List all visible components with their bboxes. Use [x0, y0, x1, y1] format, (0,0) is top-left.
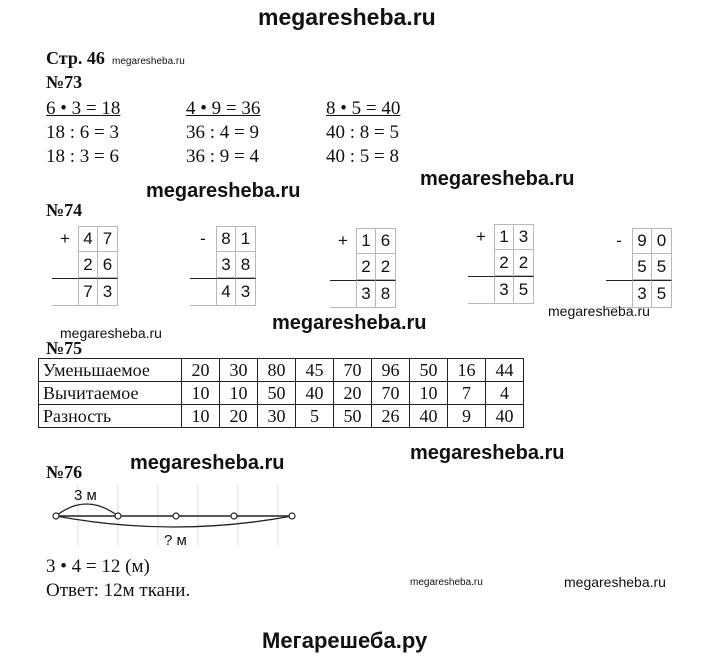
digit: 6 — [98, 252, 118, 278]
table-cell: 10 — [182, 405, 220, 428]
subtraction-table — [38, 358, 524, 428]
digit: 3 — [98, 278, 118, 306]
digit: 7 — [78, 278, 98, 306]
digit: 9 — [632, 228, 652, 254]
table-row — [39, 382, 524, 405]
table-cell: 50 — [258, 382, 296, 405]
task73-eq-2-3: 40 : 8 = 5 — [326, 122, 399, 143]
table-cell: 40 — [486, 405, 524, 428]
column-subtraction-2 — [190, 226, 256, 306]
watermark-75-left: megaresheba.ru — [60, 325, 162, 341]
table-cell: 20 — [182, 359, 220, 382]
watermark-76-left: megaresheba.ru — [130, 452, 285, 474]
table-cell: 30 — [220, 359, 258, 382]
digit: 5 — [652, 254, 672, 280]
operator: - — [200, 229, 206, 248]
watermark-inline: megaresheba.ru — [112, 56, 185, 67]
table-cell: 80 — [258, 359, 296, 382]
digit: 1 — [356, 228, 376, 254]
row-label: Уменьшаемое — [39, 359, 182, 382]
task73-eq-2-2: 36 : 4 = 9 — [186, 122, 259, 143]
digit: 8 — [236, 252, 256, 278]
table-cell: 10 — [220, 382, 258, 405]
task73-eq-1-2: 4 • 9 = 36 — [186, 98, 261, 119]
watermark-bottom-right: megaresheba.ru — [564, 574, 666, 590]
digit: 1 — [236, 226, 256, 252]
column-addition-1 — [52, 226, 118, 306]
task73-eq-3-1: 18 : 3 = 6 — [46, 146, 119, 167]
digit: 5 — [514, 276, 534, 304]
page-label: Стр. 46 — [46, 48, 105, 68]
task76-equation: 3 • 4 = 12 (м) — [46, 556, 150, 577]
total-label: ? м — [164, 532, 187, 549]
table-cell: 7 — [448, 382, 486, 405]
digit: 8 — [376, 280, 396, 308]
task75-title: №75 — [46, 338, 83, 358]
digit: 3 — [216, 252, 236, 278]
digit: 2 — [514, 250, 534, 276]
table-row — [39, 405, 524, 428]
digit: 3 — [494, 276, 514, 304]
table-cell: 40 — [296, 382, 334, 405]
digit: 4 — [78, 226, 98, 252]
watermark-74-right: megaresheba.ru — [548, 303, 650, 319]
footer-brand: Мегарешеба.ру — [262, 628, 428, 653]
table-cell: 10 — [410, 382, 448, 405]
digit: 8 — [216, 226, 236, 252]
table-cell: 70 — [334, 359, 372, 382]
operator: + — [476, 227, 486, 246]
digit: 5 — [632, 254, 652, 280]
segment-label: 3 м — [74, 487, 97, 504]
task73-title: №73 — [46, 72, 83, 92]
table-cell: 9 — [448, 405, 486, 428]
digit: 7 — [98, 226, 118, 252]
digit: 5 — [652, 280, 672, 308]
digit: 3 — [356, 280, 376, 308]
digit: 6 — [376, 228, 396, 254]
digit: 0 — [652, 228, 672, 254]
row-label: Разность — [39, 405, 182, 428]
table-cell: 4 — [486, 382, 524, 405]
table-cell: 20 — [220, 405, 258, 428]
watermark-mid-left: megaresheba.ru — [146, 180, 301, 202]
column-addition-3 — [330, 228, 396, 308]
table-cell: 5 — [296, 405, 334, 428]
table-cell: 20 — [334, 382, 372, 405]
table-cell: 96 — [372, 359, 410, 382]
operator: + — [338, 231, 348, 250]
table-cell: 44 — [486, 359, 524, 382]
digit: 3 — [514, 224, 534, 250]
watermark-76-right: megaresheba.ru — [410, 442, 565, 464]
watermark-bottom-small: megaresheba.ru — [410, 577, 483, 588]
task73-eq-3-2: 36 : 9 = 4 — [186, 146, 259, 167]
table-cell: 10 — [182, 382, 220, 405]
operator: - — [616, 231, 622, 250]
digit: 2 — [356, 254, 376, 280]
table-cell: 50 — [410, 359, 448, 382]
task73-eq-2-1: 18 : 6 = 3 — [46, 122, 119, 143]
table-cell: 16 — [448, 359, 486, 382]
table-cell: 40 — [410, 405, 448, 428]
row-label: Вычитаемое — [39, 382, 182, 405]
task76-answer: Ответ: 12м ткани. — [46, 580, 191, 601]
digit: 3 — [236, 278, 256, 306]
column-addition-4 — [468, 224, 534, 304]
table-cell: 50 — [334, 405, 372, 428]
task73-eq-1-3: 8 • 5 = 40 — [326, 98, 401, 119]
watermark-75-center: megaresheba.ru — [272, 312, 427, 334]
watermark-top: megaresheba.ru — [258, 4, 436, 30]
table-cell: 26 — [372, 405, 410, 428]
task73-eq-1-1: 6 • 3 = 18 — [46, 98, 121, 119]
digit: 2 — [78, 252, 98, 278]
operator: + — [60, 229, 70, 248]
task76-title: №76 — [46, 462, 83, 482]
task74-title: №74 — [46, 200, 83, 220]
table-cell: 45 — [296, 359, 334, 382]
table-cell: 70 — [372, 382, 410, 405]
table-cell: 30 — [258, 405, 296, 428]
digit: 1 — [494, 224, 514, 250]
task73-eq-3-3: 40 : 5 = 8 — [326, 146, 399, 167]
watermark-mid-right: megaresheba.ru — [420, 168, 575, 190]
digit: 2 — [494, 250, 514, 276]
column-subtraction-5 — [606, 228, 672, 308]
table-row — [39, 359, 524, 382]
digit: 4 — [216, 278, 236, 306]
digit: 2 — [376, 254, 396, 280]
digit: 3 — [632, 280, 652, 308]
